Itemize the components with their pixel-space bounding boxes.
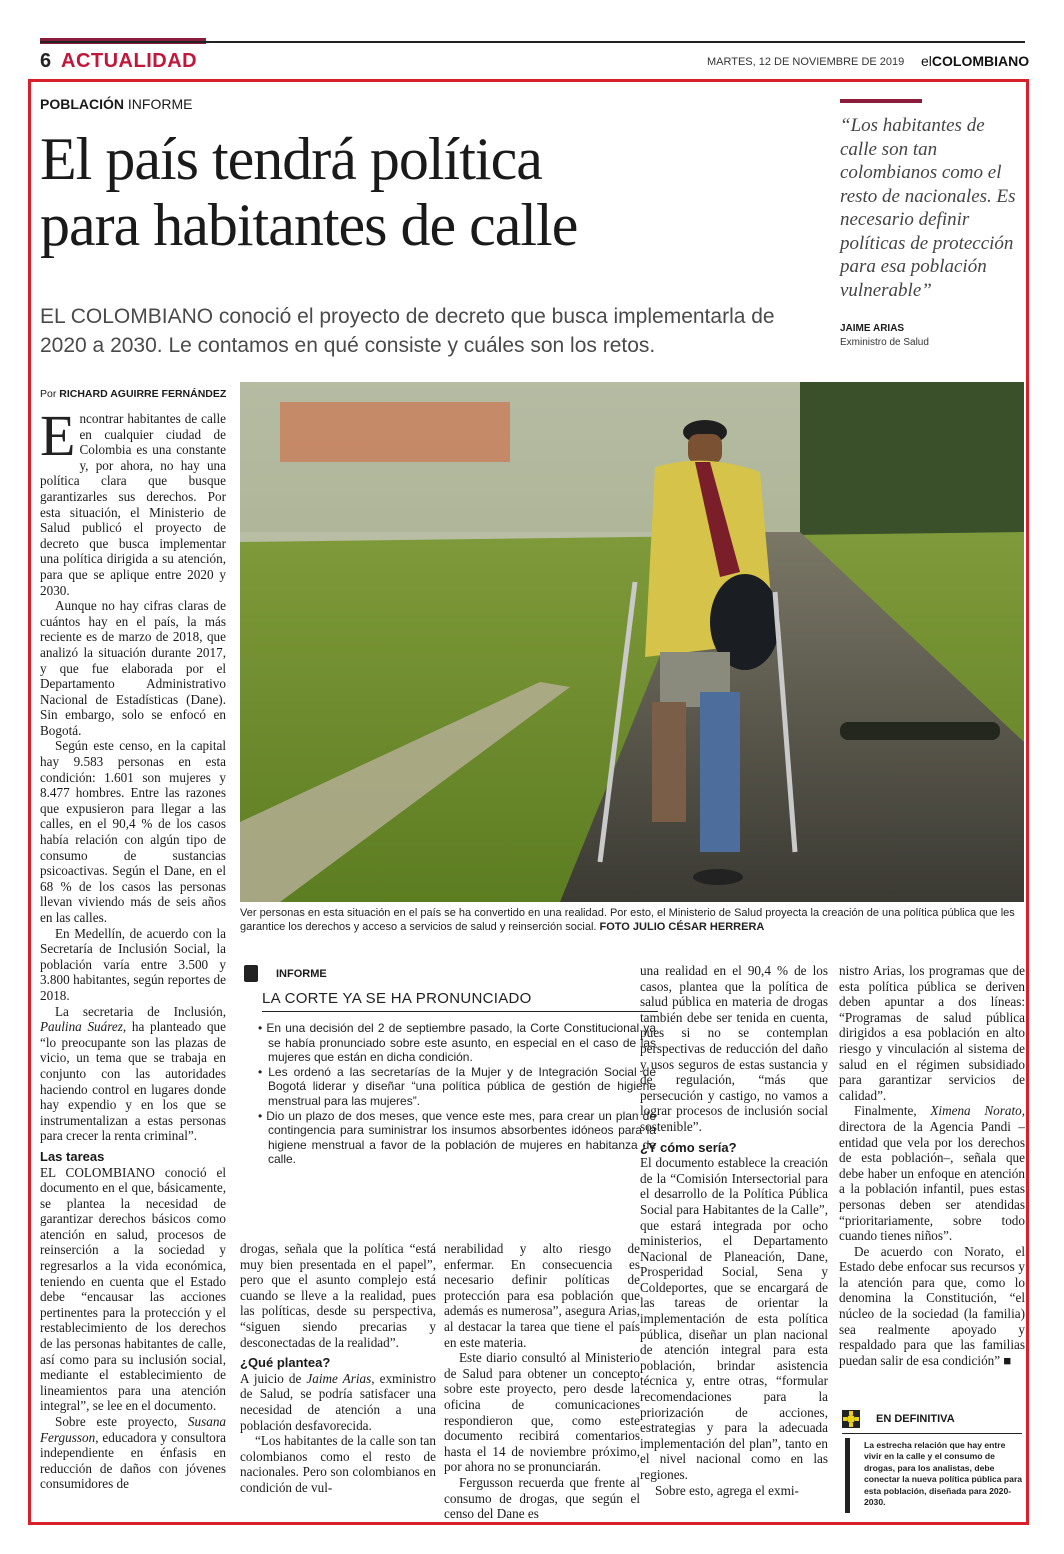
informe-item: • En una decisión del 2 de septiembre pasado, la Corte Constitucional ya se había pronunciado sobre este asunto, en especial en el caso de las mujeres que están en dicha condición.: [258, 1021, 656, 1065]
quote-accent-bar: [840, 99, 922, 103]
subhead: Las tareas: [40, 1148, 105, 1164]
body-paragraph: [839, 1244, 1025, 1369]
body-paragraph: nistro Arias, los programas que de esta política pública se deriven deben apuntar a dos líneas: “Programas de salud pública dirigidos a esa población en alto riesgo y vinculación al sistema de salud en el régimen subsidiado para garantizar servicios de calidad”.: [839, 963, 1025, 1103]
body-column-1: [40, 411, 226, 1516]
body-paragraph: “Los habitantes de la calle son tan colombianos como el resto de nacionales. Pero son colombianos en condición de vul-: [240, 1433, 436, 1495]
body-paragraph: EL COLOMBIANO conoció el documento en el que, básicamente, se plantea la necesidad de garantizar derechos básicos como atención en salud, procesos de reinserción a la sociedad y regresarlos a la vida económica, teniendo en cuenta que el Estado debe “encausar las acciones pertinentes para la protección y el restablecimiento de los derechos de las personas habitantes de calle, así como para su inclusión social, mediante el establecimiento de lineamientos para una atención integral”, se lee en el documento.: [40, 1164, 226, 1414]
informe-label: INFORME: [276, 968, 327, 980]
body-paragraph: Este diario consultó al Ministerio de Salud para obtener un concepto sobre este proyecto, pero desde la oficina de comunicaciones respondieron que, como este documento recibirá comentarios hasta el 14 de noviembre próximo, por ahora no se pronunciarán.: [444, 1350, 640, 1475]
body-column-2: [240, 1241, 436, 1521]
page-number: 6: [40, 50, 52, 72]
subhead: ¿Qué plantea?: [240, 1355, 331, 1371]
kicker-topic: POBLACIÓN: [40, 96, 124, 112]
text-run: , educadora y consultora independiente en énfasis en reducción de daños con jóvenes consumidores de: [40, 1429, 226, 1492]
body-paragraph: una realidad en el 90,4 % de los casos, plantea que la política de salud pública en materia de drogas también debe ser tenida en cuenta, pues si no se contemplan perspectivas de reducción del daño y usos seguros de estas sustancia y de regulación, “más que persecución y castigo, no vamos a lograr procesos de inclusión social sostenible”.: [640, 963, 828, 1134]
text-run: Finalmente,: [854, 1103, 917, 1119]
body-column-4: [640, 963, 828, 1523]
body-paragraph: [240, 1371, 436, 1433]
informe-list: [258, 1021, 656, 1167]
photo-credit: FOTO JULIO CÉSAR HERRERA: [599, 921, 765, 933]
informe-item-text: En una decisión del 2 de septiembre pasado, la Corte Constitucional ya se había pronunciado sobre este asunto, en especial en el caso de las mujeres que están en dicha condición.: [266, 1021, 656, 1065]
newspaper-logo: [921, 53, 1029, 69]
photo-illustration: [240, 382, 1024, 902]
en-definitiva-bar: [845, 1438, 850, 1513]
header-rule: [40, 41, 1025, 43]
puzzle-icon: [842, 1410, 860, 1428]
informe-item: • Les ordenó a las secretarías de la Mujer y de Integración Social de Bogotá liderar y diseñar “una política pública de gestión de higiene menstrual para las mujeres”.: [258, 1064, 656, 1108]
informe-item: • Dio un plazo de dos meses, que vence este mes, para crear un plan de contingencia para suministrar los insumos absorbentes idóneos para la higiene menstrual a favor de la población de mujeres en habitanza de calle.: [258, 1108, 656, 1167]
body-paragraph: drogas, señala que la política “está muy bien presentada en el papel”, pero que el asunto complejo está cuando se lleve a la realidad, pues las políticas, desde su perspectiva, “siguen siendo precarias y desconectadas de la realidad”.: [240, 1241, 436, 1350]
kicker-type: INFORME: [127, 96, 193, 112]
body-paragraph: [40, 1004, 226, 1144]
headline-line-1: El país tendrá política: [40, 126, 542, 192]
body-paragraph: El documento establece la creación de la “Comisión Intersectorial para el desarrollo de la Política Pública Social para Habitantes de la Calle”, que estará integrada por ocho ministerios, el Departamento Nacional de Planeación, Dane, Prosperidad Social, Sena y Coldeportes, que se encargará de las tareas de orientar la implementación de esta política pública, diseñar un plan nacional de atención integral para esta población, brindar asistencia técnica y, entre otras, “formular recomendaciones para la priorización de acciones, estrategias y para la adecuada implementación del plan”, tanto en el nivel nacional como en las regiones.: [640, 1155, 828, 1482]
informe-item-text: Dio un plazo de dos meses, que vence este mes, para crear un plan de contingencia para suministrar los insumos absorbentes idóneos para la higiene menstrual a favor de la población de mujeres en habitanza de calle.: [266, 1108, 656, 1167]
en-definitiva-label: EN DEFINITIVA: [876, 1413, 955, 1425]
article-kicker: [40, 96, 192, 112]
body-paragraph: [839, 1103, 1025, 1243]
body-paragraph: En Medellín, de acuerdo con la Secretaría de Inclusión Social, la población varía entre 3.500 y 3.800 habitantes, según reportes de 2018.: [40, 925, 226, 1003]
body-paragraph: Sobre esto, agrega el exmi-: [655, 1482, 799, 1498]
person-name: Susana Fergusson: [40, 1414, 226, 1445]
quote-author-role: Exministro de Salud: [840, 337, 929, 348]
text-run: A juicio de: [240, 1370, 302, 1386]
text-run: Sobre este proyecto,: [55, 1414, 178, 1429]
body-paragraph: ncontrar habitantes de calle en cualquier ciudad de Colombia es una constante y, por ahora, no hay una política clara que busque garantizarles sus derechos. Por esta situación, el Ministerio de Salud publicó el proyecto de decreto que busca implementar una política dirigida a su atención, para que se aplique entre 2020 y 2030.: [40, 411, 226, 598]
en-definitiva-text: La estrecha relación que hay entre vivir en la calle y el consumo de drogas, para los analistas, debe conectar la nueva política pública para esta población, diseñada para 2020-2030.: [864, 1440, 1023, 1508]
headline: [40, 126, 830, 258]
byline-author: RICHARD AGUIRRE FERNÁNDEZ: [59, 388, 227, 400]
document-icon: [244, 965, 258, 982]
article-photo: [240, 382, 1024, 902]
body-paragraph: Según este censo, en la capital hay 9.583 personas en esta condición: 1.601 son mujeres y 8.477 hombres. Entre las razones que expusieron para llegar a las calles, en el 90,4 % de los casos había relación con algún tipo de consumo de sustancias psicoactivas. Según el Dane, en el 68 % de los casos las personas llevan viviendo más de seis años en las calles.: [40, 738, 226, 925]
quote-author: JAIME ARIAS: [840, 323, 905, 334]
person-name: Paulina Suárez: [40, 1019, 123, 1035]
text-run: La secretaria de Inclusión,: [55, 1003, 226, 1019]
logo-el: el: [921, 53, 932, 69]
body-column-5: [839, 963, 1025, 1403]
section-name: ACTUALIDAD: [61, 50, 198, 72]
body-paragraph: Fergusson recuerda que frente al consumo de drogas, que según el censo del Dane es: [444, 1474, 640, 1521]
caption-text: Ver personas en esta situación en el país se ha convertido en una realidad. Por esto, el Ministerio de Salud proyecta la creación de una política pública que les garantice los derechos y acceso a servicios de salud y reinserción social.: [240, 907, 1015, 933]
article-deck: EL COLOMBIANO conoció el proyecto de decreto que busca implementarla de 2020 a 2030. Le contamos en qué consiste y cuáles son los retos.: [40, 305, 775, 357]
headline-line-2: para habitantes de calle: [40, 192, 578, 258]
logo-name: COLOMBIANO: [931, 53, 1030, 69]
issue-date: MARTES, 12 DE NOVIEMBRE DE 2019: [707, 56, 905, 68]
body-paragraph: Aunque no hay cifras claras de cuántos hay en el país, la más reciente es de marzo de 2018, que analizó la situación durante 2017, y que fue elaborada por el Departamento Administrativo Nacional de Estadísticas (Dane). Sin embargo, solo se enfocó en Bogotá.: [40, 598, 226, 738]
end-mark: ■: [1003, 1352, 1012, 1368]
body-column-3: [444, 1241, 640, 1521]
informe-rule: [262, 1011, 658, 1012]
informe-item-text: Les ordenó a las secretarías de la Mujer y de Integración Social de Bogotá liderar y diseñar “una política pública de gestión de higiene menstrual para las mujeres”.: [268, 1064, 656, 1108]
text-run: De acuerdo con Norato, el Estado debe enfocar sus recursos y la atención para que, como lo denomina la Constitución, “el núcleo de la sociedad (la familia) sea realmente apoyado y respaldado para que las familias puedan salir de esa condición”: [839, 1243, 1025, 1368]
person-name: Jaime Arias: [306, 1370, 372, 1386]
byline: [40, 388, 226, 400]
body-paragraph: [40, 1414, 226, 1492]
informe-title: LA CORTE YA SE HA PRONUNCIADO: [262, 990, 532, 1007]
text-run: , exministro de Salud, se podría satisfacer una necesidad de atención a una población desfavorecida.: [240, 1370, 436, 1433]
drop-cap: E: [40, 411, 76, 468]
photo-caption: [240, 906, 1024, 934]
text-run: , directora de la Agencia Pandi –entidad que vela por los derechos de esta población–, señala que debe haber un enfoque en atención a la población infantil, pues estas personas deben ser atendidas “prioritariamente, sobre todo cuando tienes niños”.: [839, 1103, 1025, 1244]
subhead: ¿Y cómo sería?: [640, 1139, 737, 1155]
body-paragraph: nerabilidad y alto riesgo de enfermar. En consecuencia es necesario definir políticas de protección para esa población que además es numerosa”, asegura Arias, al destacar la tarea que tiene el país en este materia.: [444, 1241, 640, 1350]
byline-prefix: Por: [40, 388, 57, 400]
text-run: , ha planteado que “lo preocupante son las plazas de vicio, un tema que se trabaja en conjunto con las autoridades haciendo control en lugares donde hay expendio y en los que se instrumentalizan a estas personas para crecer la renta criminal”.: [40, 1019, 226, 1144]
pull-quote: “Los habitantes de calle son tan colombianos como el resto de nacionales. Es necesario definir políticas de protección para esa población vulnerable”: [840, 115, 1016, 301]
en-definitiva-rule: [842, 1433, 1022, 1434]
person-name: Ximena Norato: [930, 1103, 1022, 1119]
